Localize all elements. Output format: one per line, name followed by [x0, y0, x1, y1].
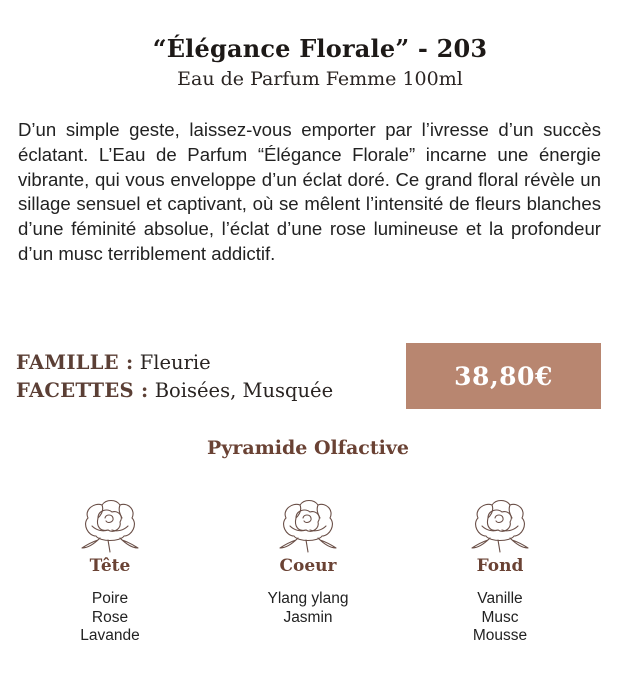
- note-item: Jasmin: [283, 608, 333, 626]
- facettes-value: Boisées, Musquée: [154, 379, 334, 402]
- product-title: “Élégance Florale” - 203: [152, 34, 488, 63]
- famille-value: Fleurie: [139, 351, 211, 374]
- rose-icon: [468, 496, 532, 554]
- pyramid-title: Pyramide Olfactive: [207, 437, 409, 459]
- note-item: Poire: [91, 590, 129, 607]
- famille-label: FAMILLE :: [16, 351, 134, 374]
- note-item: Vanille: [477, 590, 523, 607]
- note-item: Lavande: [80, 627, 140, 644]
- note-item: Mousse: [472, 627, 528, 644]
- product-subtitle: Eau de Parfum Femme 100ml: [177, 68, 463, 90]
- rose-icon: [78, 496, 142, 554]
- product-description: D’un simple geste, laissez-vous emporter par l’ivresse d’un succès éclatant. L’Eau de Parfum “Élégance Florale” incarne une énergie vibrante, qui vous enveloppe d’un éclat doré. Ce grand floral révèle un sillage sensuel et captivant, où se mêlent l’intensité de fleurs blanches d’une féminité absolue, l’éclat d’une rose lumineuse et la profondeur d’un musc terriblement addictif.: [18, 119, 601, 264]
- note-name: Coeur: [279, 556, 337, 576]
- product-facts: [16, 349, 396, 405]
- note-list: [228, 590, 388, 627]
- note-list: [30, 590, 190, 646]
- note-name: Fond: [476, 556, 524, 576]
- rose-icon: [276, 496, 340, 554]
- famille-row: [16, 349, 396, 377]
- note-list: [420, 590, 580, 646]
- note-name: Tête: [89, 556, 131, 576]
- price: 38,80€: [454, 361, 553, 391]
- note-item: Rose: [91, 608, 129, 626]
- note-item: Musc: [481, 608, 519, 626]
- note-tete: [30, 496, 190, 646]
- note-item: Ylang ylang: [267, 590, 349, 607]
- facettes-label: FACETTES :: [16, 379, 149, 402]
- note-coeur: [228, 496, 388, 627]
- note-fond: [420, 496, 580, 646]
- price-box: [406, 343, 601, 409]
- facettes-row: [16, 377, 396, 405]
